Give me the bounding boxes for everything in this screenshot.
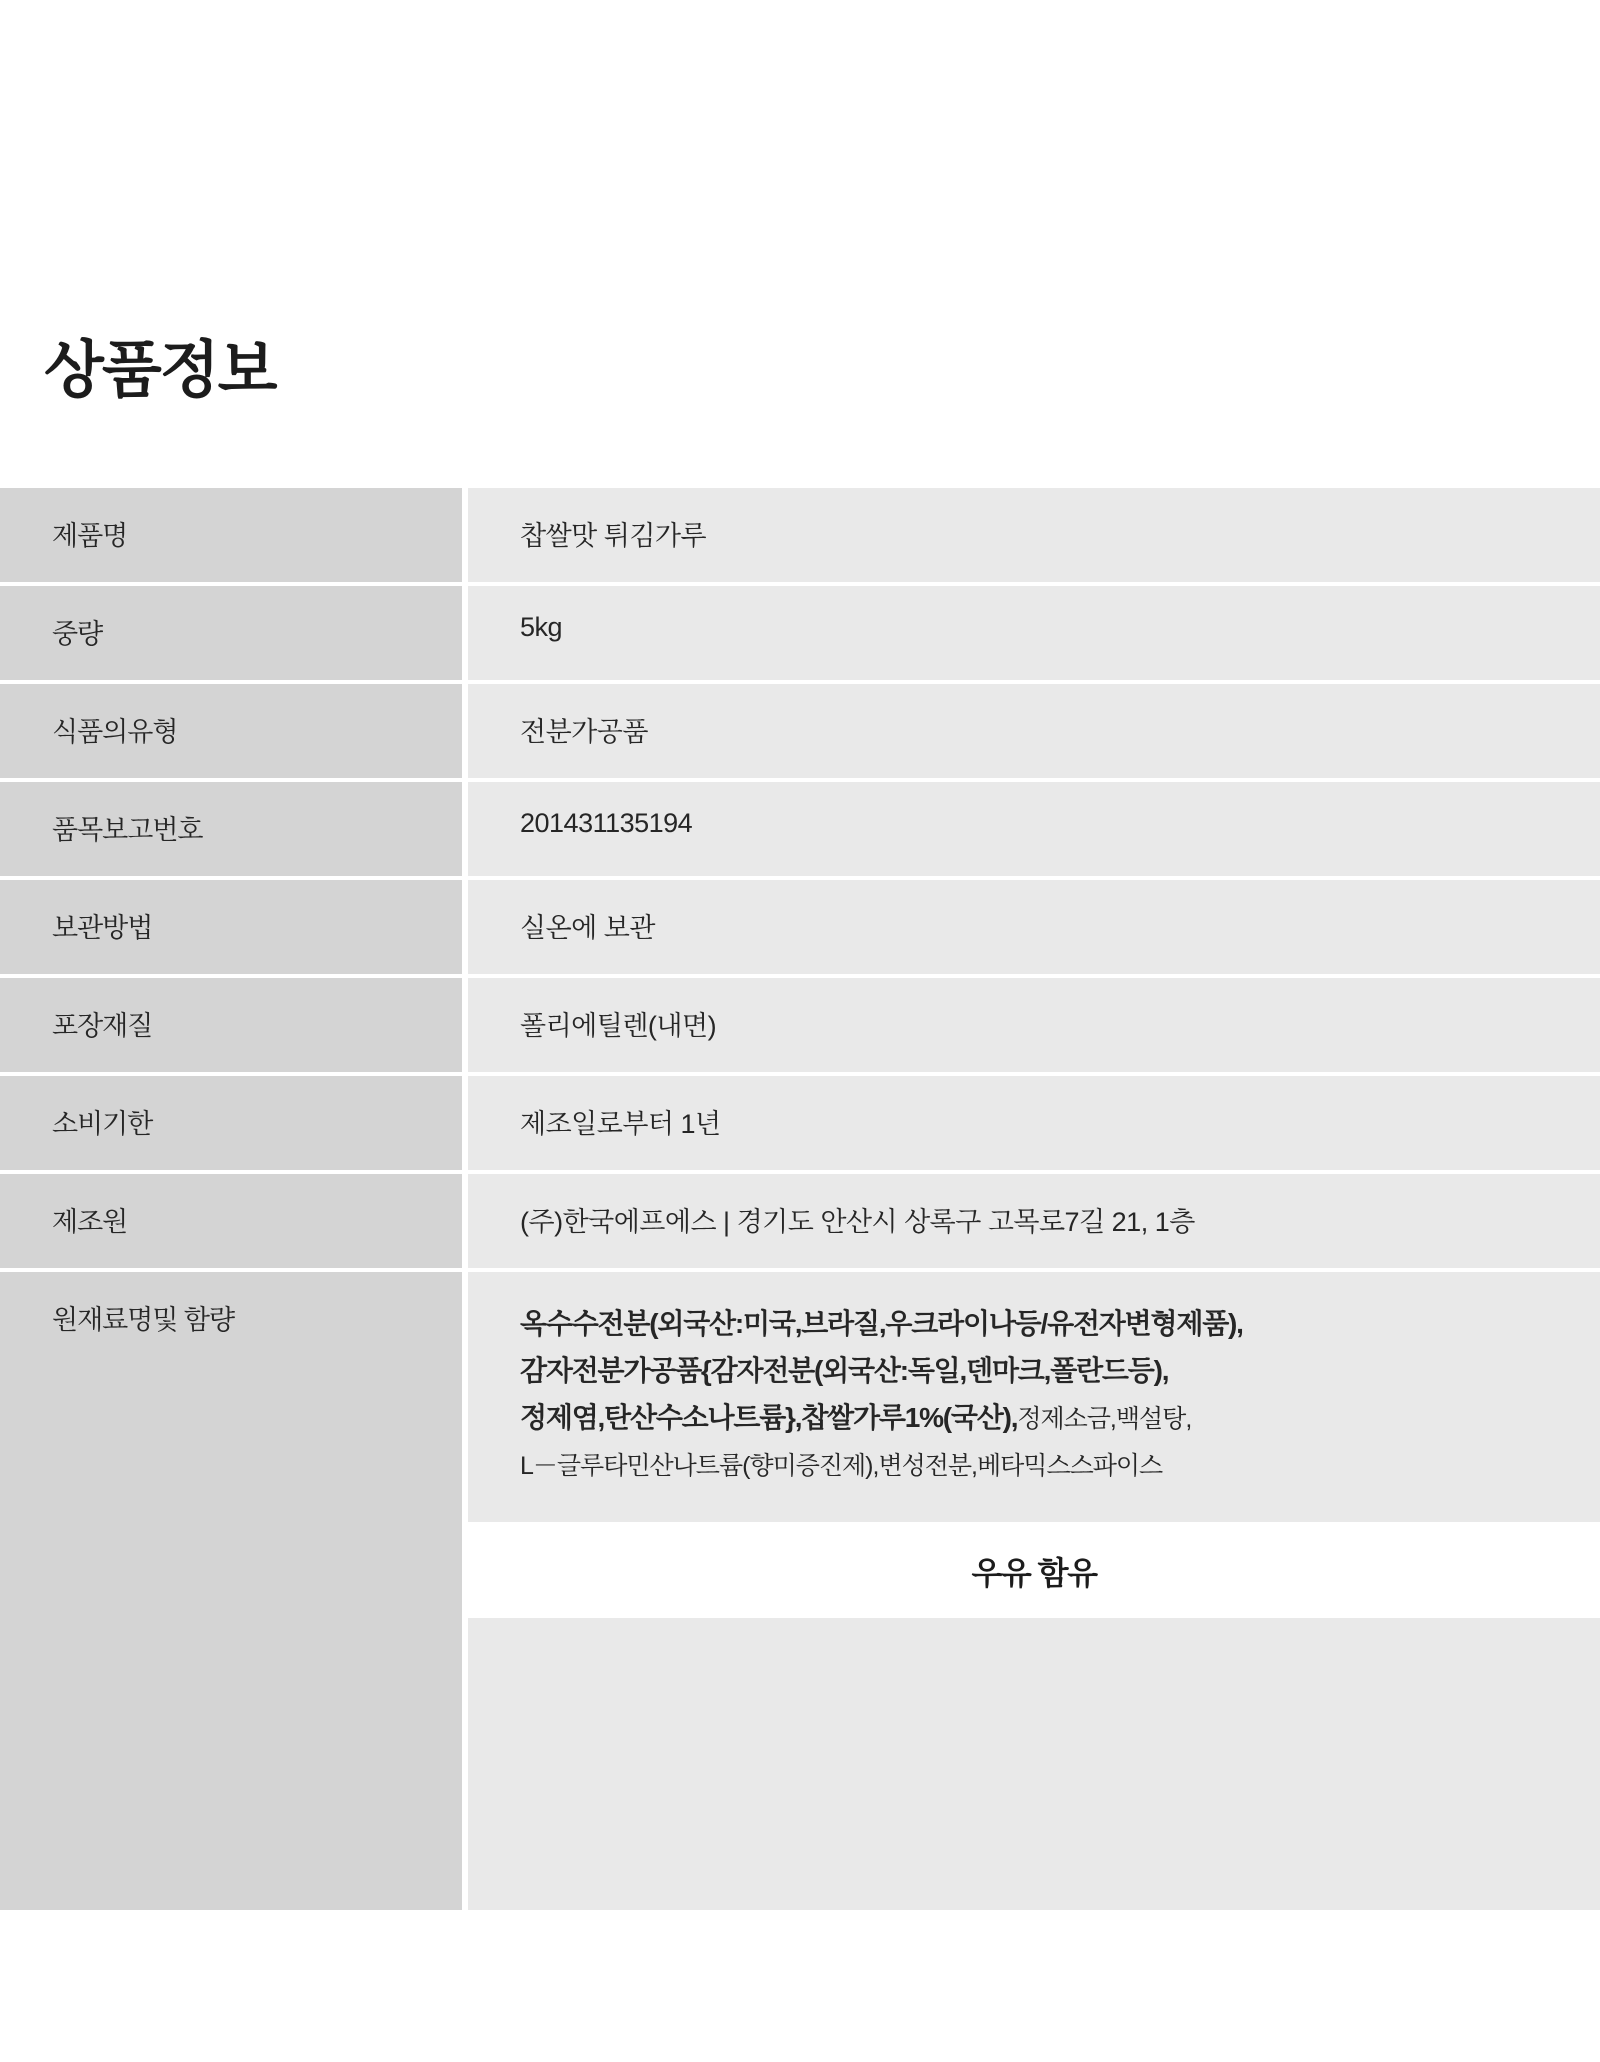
table-row: [0, 584, 1600, 682]
table-row: [0, 1074, 1600, 1172]
ingredients-line-3-bold-text: 정제염,탄산수소나트륨},찹쌀가루1%(국산),: [520, 1402, 1018, 1434]
allergy-text: 우유 함유: [971, 1555, 1097, 1592]
ingredients-line-4: [520, 1441, 1570, 1488]
row-value: (주)한국에프에스 | 경기도 안산시 상록구 고목로7길 21, 1층: [465, 1172, 1600, 1270]
row-value: 실온에 보관: [465, 878, 1600, 976]
ingredients-line-2: [520, 1347, 1570, 1394]
ingredients-line-2-text: 감자전분가공품{감자전분(외국산:독일,덴마크,폴란드등),: [520, 1355, 1169, 1387]
allergy-cell: [465, 1524, 1600, 1616]
row-label: 중량: [0, 584, 465, 682]
row-value: 전분가공품: [465, 682, 1600, 780]
row-value: 폴리에틸렌(내면): [465, 976, 1600, 1074]
table-row: [0, 682, 1600, 780]
ingredients-line-1-text: 옥수수전분(외국산:미국,브라질,우크라이나등/유전자변형제품),: [520, 1308, 1243, 1339]
ingredients-line-3: [520, 1394, 1570, 1441]
row-label: 제품명: [0, 488, 465, 584]
table-row: [0, 1172, 1600, 1270]
ingredients-value: [465, 1270, 1600, 1524]
ingredients-line-3-small-text: 정제소금,백설탕,: [1017, 1405, 1192, 1434]
row-label: 소비기한: [0, 1074, 465, 1172]
row-label: 보관방법: [0, 878, 465, 976]
ingredients-line-4-text: L－글루타민산나트륨(향미증진제),변성전분,베타믹스스파이스: [520, 1452, 1163, 1481]
row-label: 제조원: [0, 1172, 465, 1270]
row-label: 품목보고번호: [0, 780, 465, 878]
row-label: 식품의유형: [0, 682, 465, 780]
ingredients-label: 원재료명및 함량: [0, 1270, 465, 1912]
table-tail-cell: [465, 1616, 1600, 1912]
row-value: 5kg: [465, 584, 1600, 682]
row-label: 포장재질: [0, 976, 465, 1074]
page-title: 상품정보: [44, 336, 276, 405]
ingredients-line-1: [520, 1300, 1570, 1347]
row-value: 201431135194: [465, 780, 1600, 878]
row-value: 찹쌀맛 튀김가루: [465, 488, 1600, 584]
table-row: [0, 878, 1600, 976]
ingredients-row: [0, 1270, 1600, 1524]
product-info-table: [0, 488, 1600, 1914]
table-row: [0, 488, 1600, 584]
row-value: 제조일로부터 1년: [465, 1074, 1600, 1172]
table-row: [0, 976, 1600, 1074]
table-row: [0, 780, 1600, 878]
